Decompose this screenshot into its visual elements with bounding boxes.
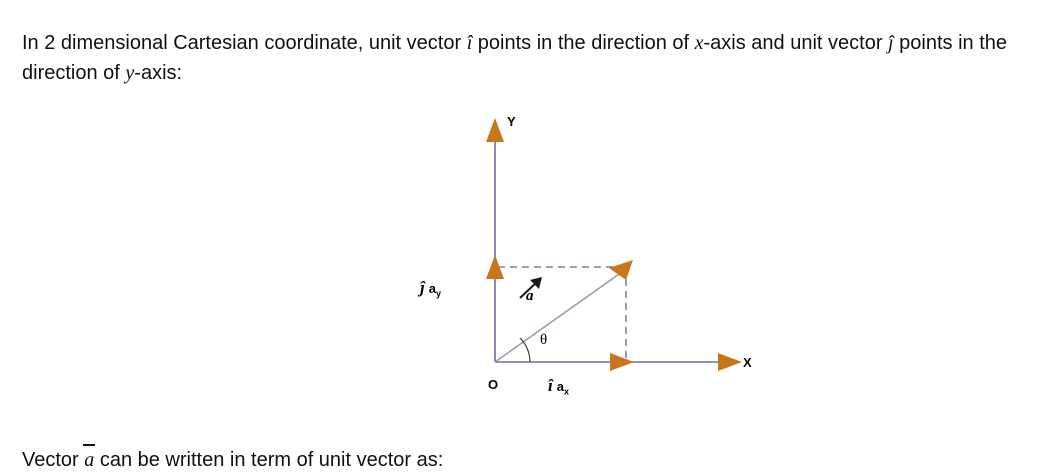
x-axis-arrowhead-icon <box>718 353 742 371</box>
vector-a-inline: a <box>84 445 94 475</box>
intro-text-part1: In 2 dimensional Cartesian coordinate, unit vector <box>22 32 467 54</box>
y-axis-label: Y <box>507 114 516 129</box>
unit-vector-i-label <box>548 376 569 397</box>
component-ay-letter: a <box>428 281 436 296</box>
unit-vector-i-glyph: î <box>548 376 553 395</box>
vector-a-line <box>495 272 622 362</box>
unit-vector-i-inline: î <box>466 32 473 54</box>
y-axis-inline: y <box>125 62 135 84</box>
component-ay-subscript: y <box>435 288 441 299</box>
component-ax-arrowhead-icon <box>610 353 634 371</box>
component-ax-subscript: x <box>563 386 569 397</box>
unit-vector-j-glyph: ĵ <box>420 278 425 297</box>
intro-paragraph <box>22 28 1037 88</box>
vector-a-label: a <box>526 288 534 304</box>
diagram-svg <box>430 100 790 400</box>
angle-theta-label: θ <box>540 332 548 348</box>
component-ay-label <box>428 281 441 299</box>
closing-paragraph <box>22 445 922 475</box>
intro-text-part4: points in the direction of <box>22 32 1008 84</box>
unit-vector-j-inline: ĵ <box>888 32 894 54</box>
intro-text-part5: -axis: <box>134 62 183 84</box>
intro-text-part2: points in the direction of <box>472 32 695 54</box>
closing-text-part1: Vector <box>22 449 85 471</box>
component-ax-letter: a <box>556 379 564 394</box>
x-axis-inline: x <box>694 32 704 54</box>
origin-label: O <box>488 377 499 392</box>
intro-text-part3: -axis and unit vector <box>703 32 889 54</box>
component-ax-label <box>556 379 569 397</box>
cartesian-vector-diagram <box>420 100 790 400</box>
unit-vector-j-label <box>420 278 441 299</box>
closing-text-part2: can be written in term of unit vector as: <box>94 449 444 471</box>
y-axis-arrowhead-icon <box>486 118 504 142</box>
x-axis-label: X <box>743 355 752 370</box>
vector-a-arrowhead-icon <box>609 260 633 280</box>
